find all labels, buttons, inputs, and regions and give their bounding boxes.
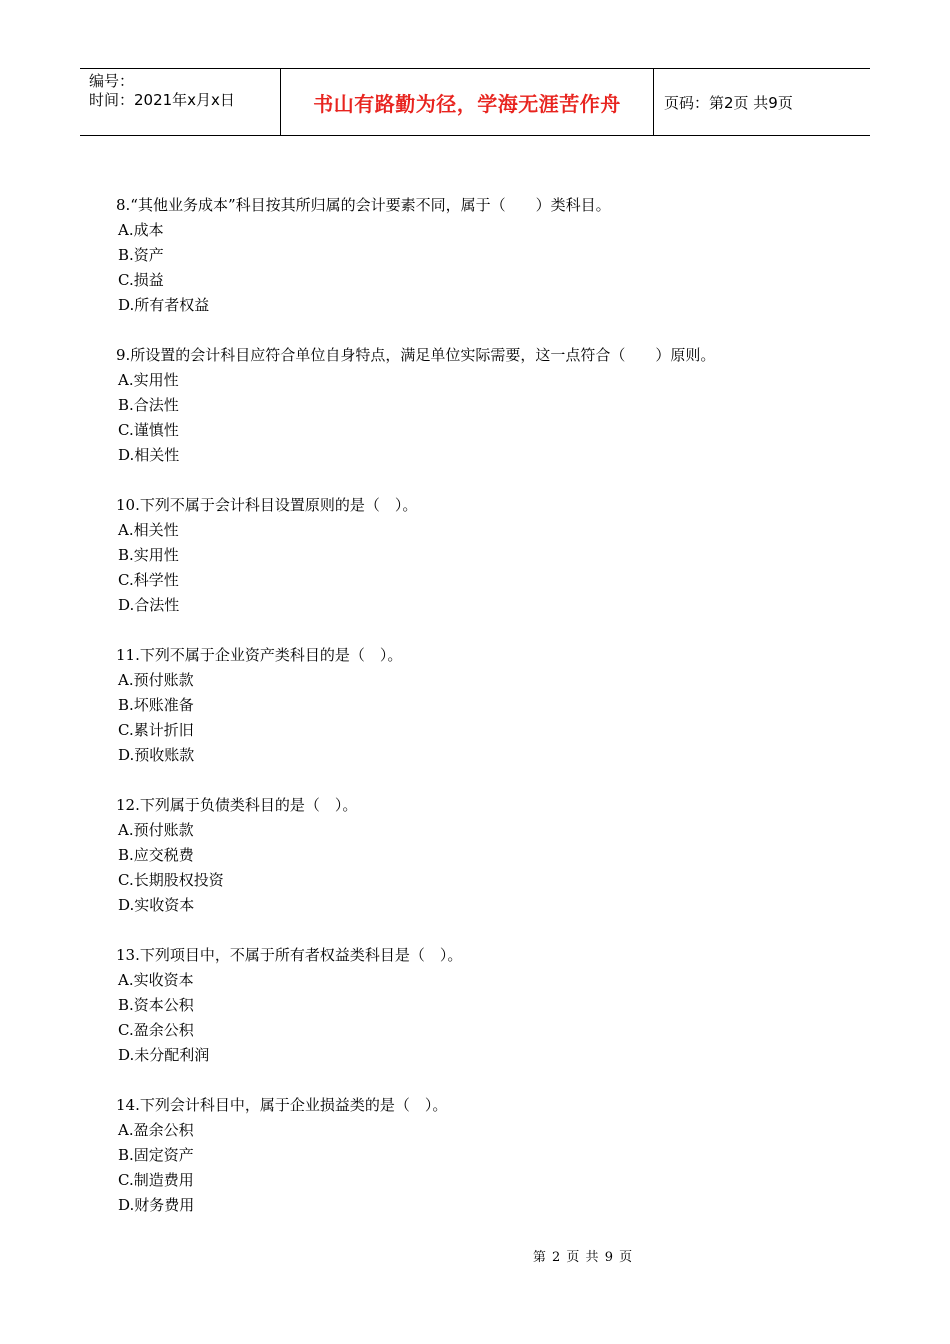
answer-option: B.资本公积 <box>118 996 194 1014</box>
motto-text: 书山有路勤为径，学海无涯苦作舟 <box>313 91 621 116</box>
answer-option: B.应交税费 <box>118 846 194 864</box>
answer-option: A.实用性 <box>118 371 179 389</box>
answer-option: A.成本 <box>118 221 164 239</box>
question-block <box>116 793 836 918</box>
answer-option: C.累计折旧 <box>118 721 194 739</box>
answer-option: D.实收资本 <box>118 896 195 914</box>
page-header <box>80 68 870 136</box>
answer-option: C.谨慎性 <box>118 421 179 439</box>
header-page-info: 页码：第2页 共9页 <box>664 93 793 112</box>
answer-option: B.资产 <box>118 246 164 264</box>
serial-number-label: 编号： <box>89 72 135 90</box>
answer-option: D.相关性 <box>118 446 180 464</box>
answer-option: A.预付账款 <box>118 671 194 689</box>
answer-option: D.未分配利润 <box>118 1046 210 1064</box>
header-page-cell <box>654 69 870 135</box>
question-block <box>116 943 836 1068</box>
answer-option: C.损益 <box>118 271 164 289</box>
answer-option: A.盈余公积 <box>118 1121 194 1139</box>
answer-option: C.盈余公积 <box>118 1021 194 1039</box>
answer-option: A.相关性 <box>118 521 179 539</box>
question-stem: 14.下列会计科目中，属于企业损益类的是（ ）。 <box>116 1096 448 1114</box>
answer-option: A.实收资本 <box>118 971 194 989</box>
answer-option: D.合法性 <box>118 596 180 614</box>
question-block <box>116 343 836 468</box>
answer-option: C.科学性 <box>118 571 179 589</box>
question-stem: 8.“其他业务成本”科目按其所归属的会计要素不同，属于（ ）类科目。 <box>116 196 611 214</box>
question-stem: 10.下列不属于会计科目设置原则的是（ ）。 <box>116 496 418 514</box>
answer-option: D.所有者权益 <box>118 296 210 314</box>
answer-option: C.长期股权投资 <box>118 871 224 889</box>
answer-option: B.固定资产 <box>118 1146 194 1164</box>
answer-option: C.制造费用 <box>118 1171 194 1189</box>
header-meta-cell <box>80 69 281 135</box>
question-block <box>116 1093 836 1218</box>
answer-option: D.财务费用 <box>118 1196 195 1214</box>
answer-option: D.预收账款 <box>118 746 195 764</box>
header-motto-cell <box>281 69 654 135</box>
question-stem: 9.所设置的会计科目应符合单位自身特点，满足单位实际需要，这一点符合（ ）原则。 <box>116 346 716 364</box>
question-block <box>116 643 836 768</box>
answer-option: B.实用性 <box>118 546 179 564</box>
question-stem: 11.下列不属于企业资产类科目的是（ ）。 <box>116 646 403 664</box>
question-block <box>116 193 836 318</box>
question-block <box>116 493 836 618</box>
page-footer: 第 2 页 共 9 页 <box>532 1250 634 1265</box>
question-stem: 12.下列属于负债类科目的是（ ）。 <box>116 796 358 814</box>
answer-option: A.预付账款 <box>118 821 194 839</box>
question-list <box>116 193 836 1243</box>
answer-option: B.合法性 <box>118 396 179 414</box>
date-label: 时间：2021年x月x日 <box>89 91 235 109</box>
question-stem: 13.下列项目中，不属于所有者权益类科目是（ ）。 <box>116 946 463 964</box>
answer-option: B.坏账准备 <box>118 696 194 714</box>
